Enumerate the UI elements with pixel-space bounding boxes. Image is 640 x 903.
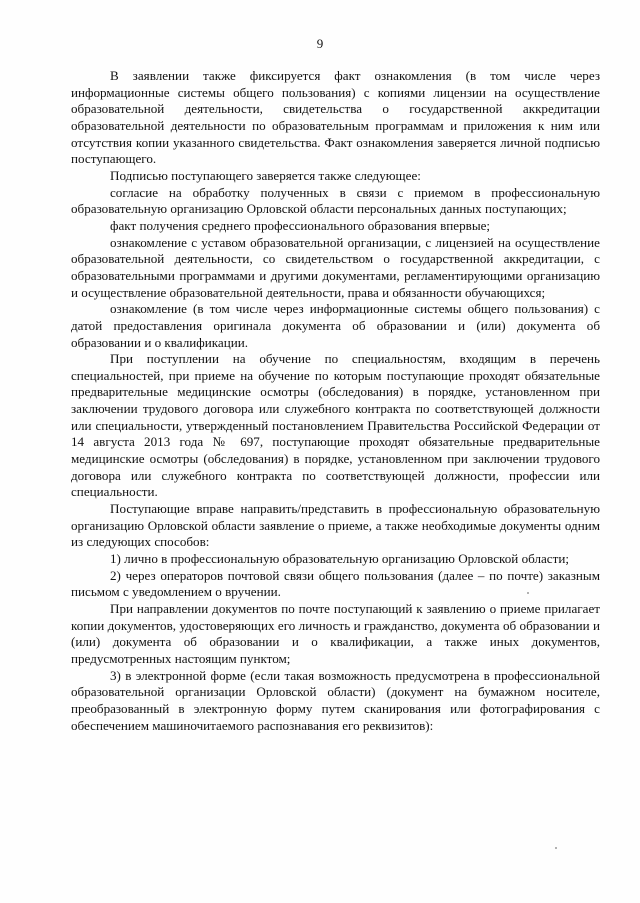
list-item-by-post: 2) через операторов почтовой связи общего пользования (далее – по почте) заказным письмом с уведомлением о вручении. — [71, 567, 600, 600]
scan-speck — [527, 592, 529, 594]
scan-speck — [555, 847, 557, 849]
paragraph-medical-examination: При поступлении на обучение по специальностям, входящим в перечень специальностей, при приеме на обучение по которым поступающие проходят обязательные предварительные медицинские осмотры (обследования) в порядке, установленном при заключении трудового договора или служебного контракта по соответствующей должности или специальности, утвержденный постановлением Правительства Российской Федерации от 14 августа 2013 года № 697, поступающие проходят обязательные предварительные медицинские осмотры (обследования) в порядке, установленном при заключении трудового договора или служебного контракта по соответствующей должности, профессии или специальности. — [71, 351, 600, 500]
list-item-electronic-form: 3) в электронной форме (если такая возможность предусмотрена в профессиональной образовательной организации Орловской области) (документ на бумажном носителе, преобразованный в электронную форму путем сканирования или фотографирования с обеспечением машиночитаемого распознавания его реквизитов): — [71, 667, 600, 733]
paragraph-charter-familiarization: ознакомление с уставом образовательной организации, с лицензией на осуществление образовательной деятельности, со свидетельством о государственной аккредитации, с образовательными программами и другими документами, регламентирующими организацию и осуществление образовательной деятельности, права и обязанности обучающихся; — [71, 234, 600, 300]
document-body — [71, 68, 600, 734]
paragraph-familiarization-fact: В заявлении также фиксируется факт ознакомления (в том числе через информационные системы общего пользования) с копиями лицензии на осуществление образовательной деятельности, свидетельства о государственной аккредитации образовательной деятельности по образовательным программам и приложения к ним или отсутствия копии указанного свидетельства. Факт ознакомления заверяется личной подписью поступающего. — [71, 68, 600, 167]
paragraph-first-education: факт получения среднего профессионального образования впервые; — [110, 217, 491, 233]
paragraph-original-document-date: ознакомление (в том числе через информационные системы общего пользования) с датой предоставления оригинала документа об образовании и (или) документа об образовании и о квалификации. — [71, 301, 600, 350]
list-item-in-person: 1) лично в профессиональную образовательную организацию Орловской области; — [110, 551, 569, 567]
paragraph-consent-personal-data: согласие на обработку полученных в связи с приемом в профессиональную образовательную организацию Орловской области персональных данных поступающих; — [71, 184, 600, 217]
paragraph-signature-intro: Подписью поступающего заверяется также следующее: — [110, 167, 421, 183]
paragraph-submission-methods: Поступающие вправе направить/представить в профессиональную образовательную организацию Орловской области заявление о приеме, а также необходимые документы одним из следующих способов: — [71, 501, 600, 550]
paragraph-postal-documents: При направлении документов по почте поступающий к заявлению о приеме прилагает копии документов, удостоверяющих его личность и гражданство, документа об образовании и (или) документа об образовании и о квалификации, а также иных документов, предусмотренных настоящим пунктом; — [71, 601, 600, 666]
page-number: 9 — [316, 36, 324, 51]
